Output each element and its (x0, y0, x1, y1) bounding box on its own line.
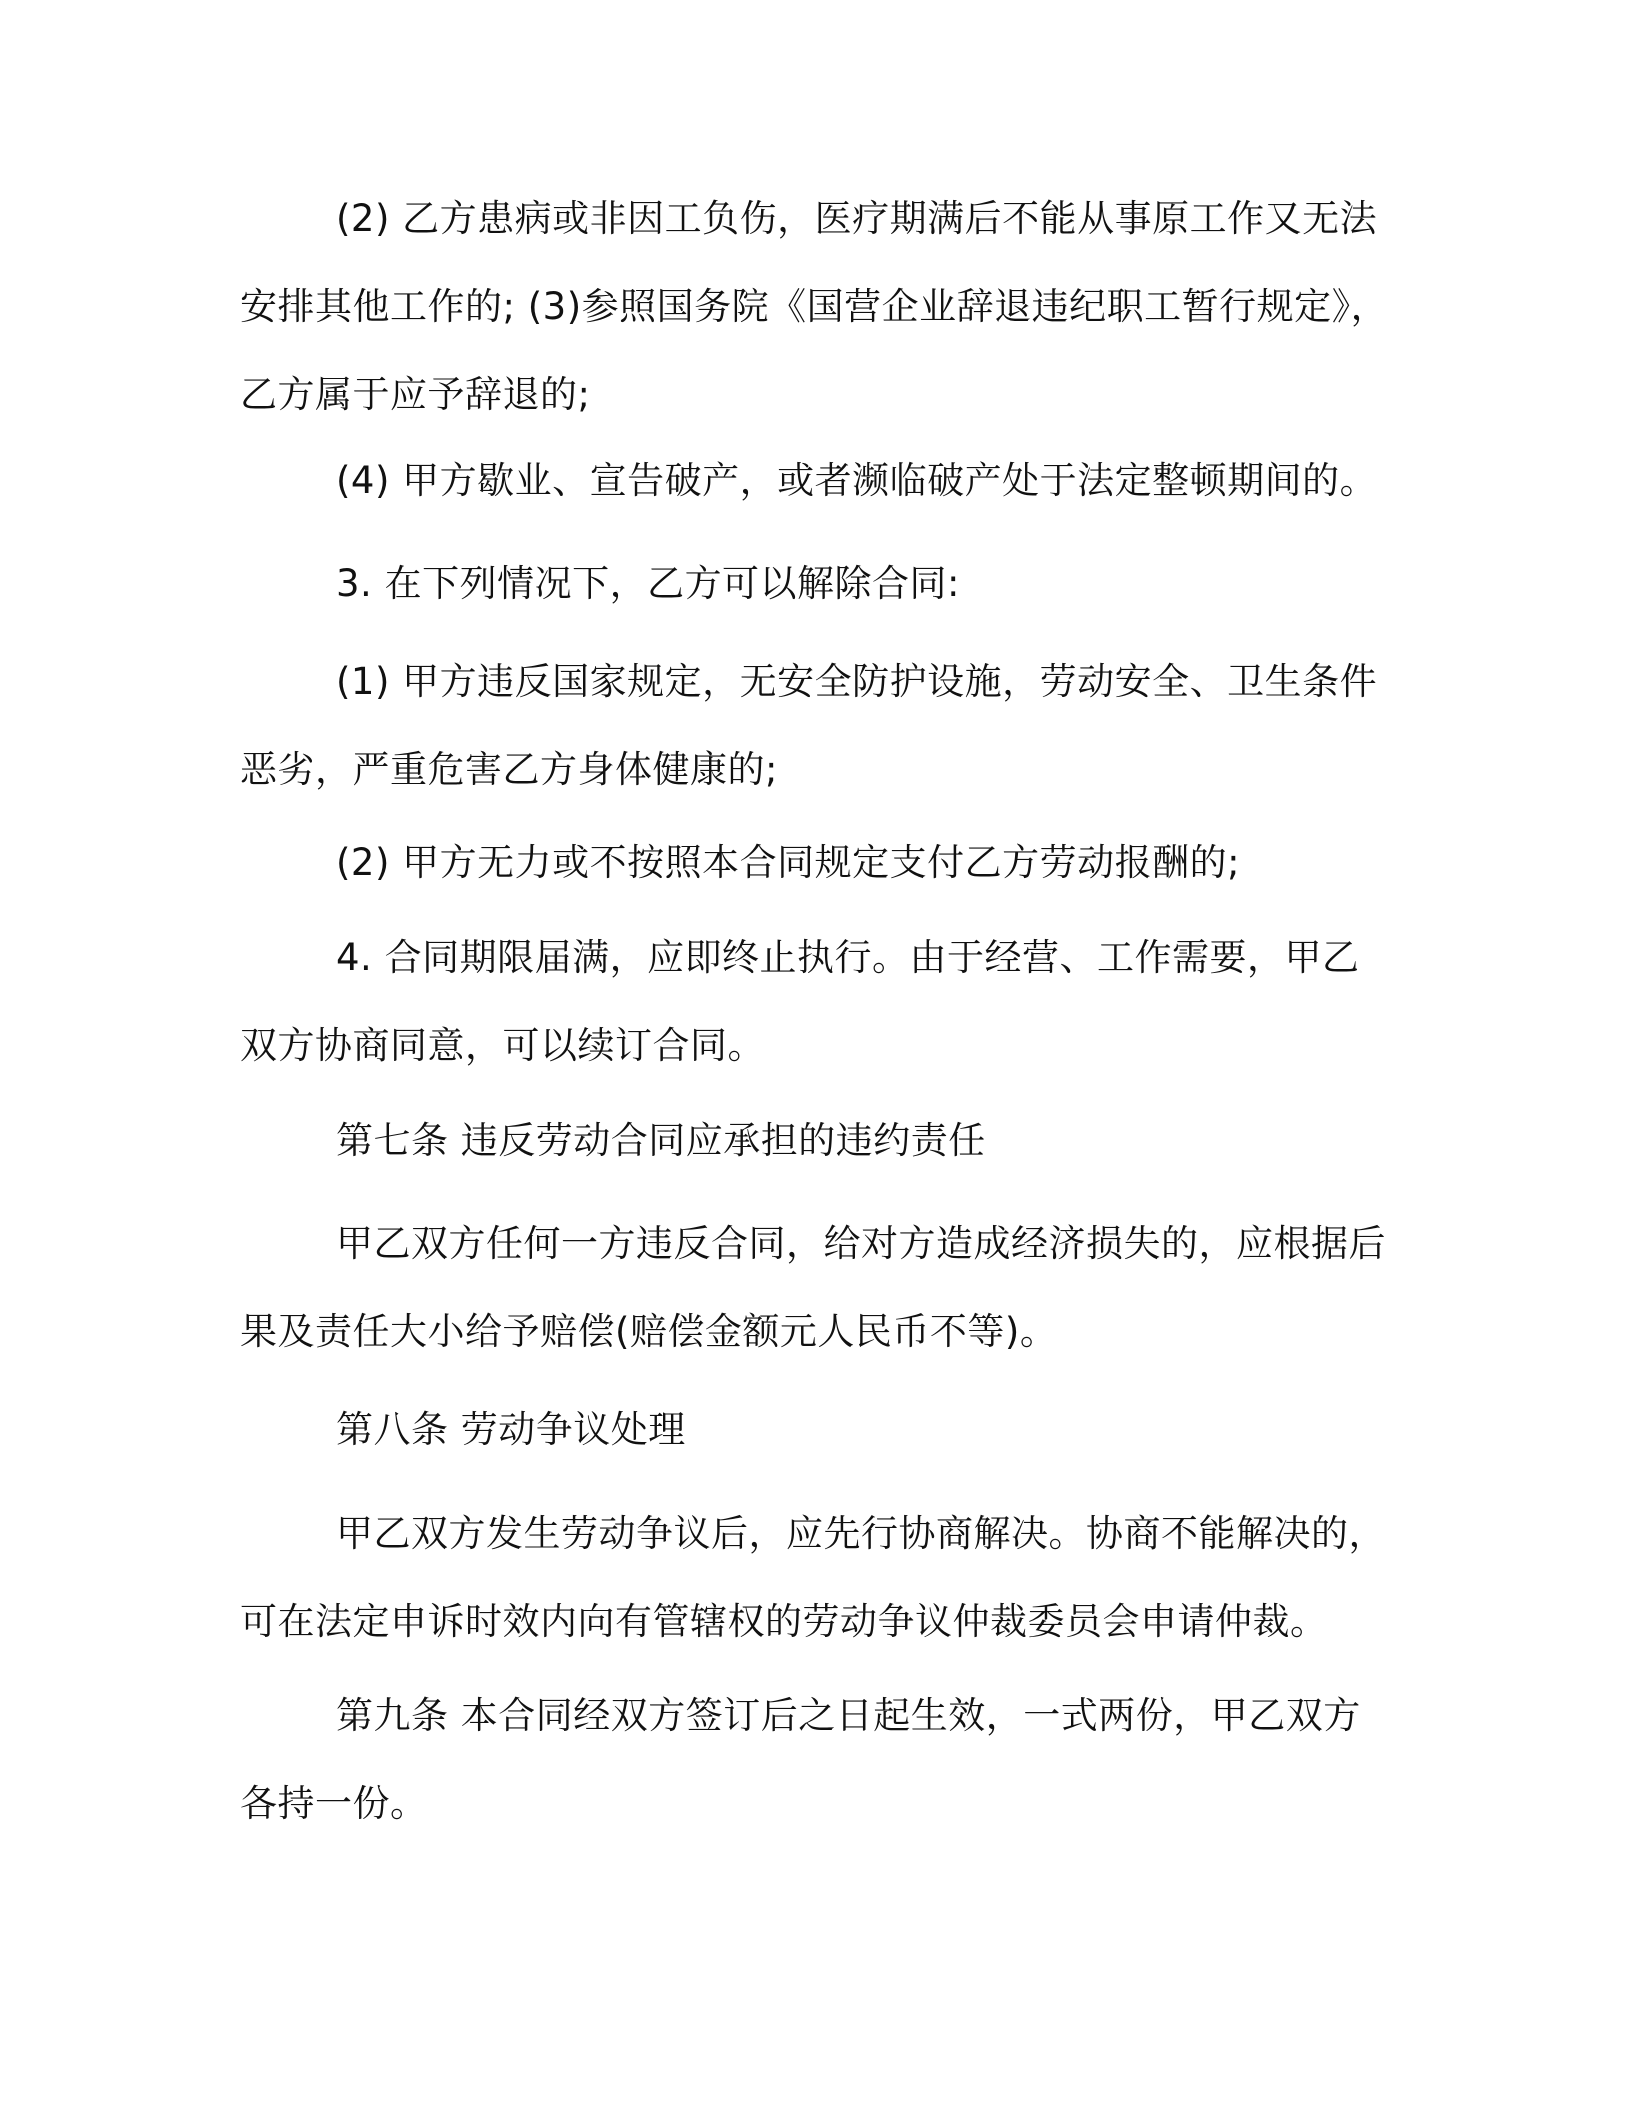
article-8-heading: 第八条 劳动争议处理 (336, 1408, 686, 1451)
article-7-body: 甲乙双方任何一方违反合同，给对方造成经济损失的，应根据后果及责任大小给予赔偿(赔偿金额元人民币不等)。 (240, 1222, 1386, 1353)
paragraph-contract-expiry: 4. 合同期限届满，应即终止执行。由于经营、工作需要，甲乙双方协商同意，可以续订合同。 (240, 936, 1360, 1067)
paragraph-termination-clause-2-3: (2) 乙方患病或非因工负伤，医疗期满后不能从事原工作又无法安排其他工作的; (3)参照国务院《国营企业辞退违纪职工暂行规定》，乙方属于应予辞退的; (240, 197, 1389, 416)
paragraph-employee-termination-1: (1) 甲方违反国家规定，无安全防护设施，劳动安全、卫生条件恶劣，严重危害乙方身体健康的; (240, 660, 1378, 791)
article-8-body: 甲乙双方发生劳动争议后，应先行协商解决。协商不能解决的，可在法定申诉时效内向有管辖权的劳动争议仲裁委员会申请仲裁。 (240, 1512, 1386, 1643)
paragraph-employee-termination-2: (2) 甲方无力或不按照本合同规定支付乙方劳动报酬的; (336, 841, 1241, 884)
paragraph-termination-clause-4: (4) 甲方歇业、宣告破产，或者濒临破产处于法定整顿期间的。 (336, 459, 1378, 502)
paragraph-employee-termination-heading: 3. 在下列情况下，乙方可以解除合同: (336, 562, 961, 605)
article-9-body: 第九条 本合同经双方签订后之日起生效，一式两份，甲乙双方各持一份。 (240, 1694, 1361, 1825)
article-7-heading: 第七条 违反劳动合同应承担的违约责任 (336, 1119, 986, 1162)
